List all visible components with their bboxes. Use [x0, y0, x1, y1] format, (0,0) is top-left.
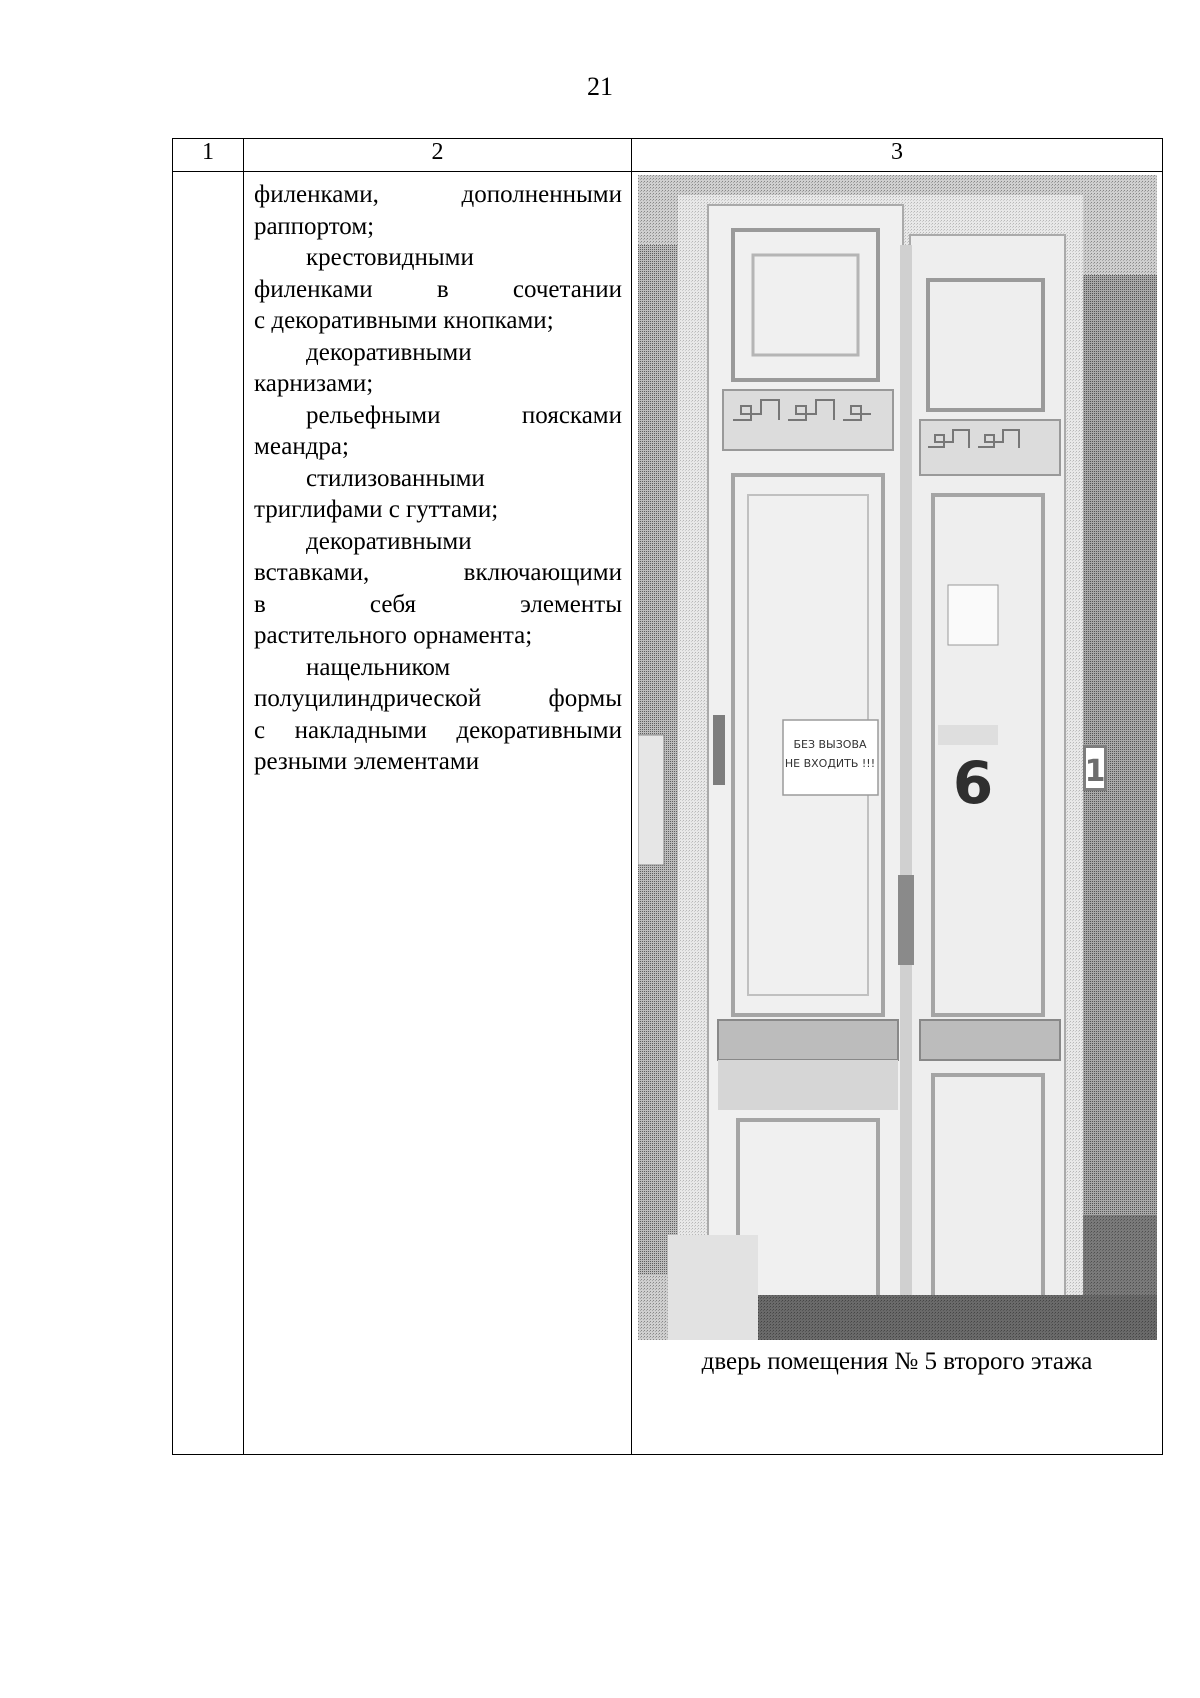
- door-sign-line-1: БЕЗ ВЫЗОВА: [793, 738, 867, 751]
- page-number: 21: [587, 72, 613, 101]
- description-line: в себя элементы: [254, 590, 622, 618]
- description-line: с накладными декоративными: [254, 716, 622, 744]
- description-line: вставками, включающими: [254, 559, 622, 586]
- description-line: декоративными: [306, 338, 472, 366]
- photo-caption: дверь помещения № 5 второго этажа: [701, 1348, 1093, 1375]
- description-line: полуцилиндрической формы: [254, 685, 622, 712]
- wall-number-sign: 1: [1084, 754, 1106, 789]
- description-line: резными элементами: [254, 748, 480, 775]
- column-header-1: 1: [173, 139, 244, 172]
- description-line: крестовидными: [306, 244, 474, 271]
- door-sign-line-2: НЕ ВХОДИТЬ !!!: [784, 757, 876, 770]
- description-line: раппортом;: [254, 212, 375, 240]
- description-text: [244, 172, 631, 778]
- description-line: растительного орнамента;: [254, 622, 533, 649]
- description-table: [172, 138, 1163, 1455]
- description-line: меандра;: [254, 433, 349, 460]
- description-line: нащельником: [306, 653, 451, 681]
- description-line: филенками в сочетании: [254, 275, 622, 303]
- description-line: карнизами;: [254, 370, 374, 397]
- description-line: триглифами с гуттами;: [254, 496, 499, 523]
- description-line: филенками, дополненными: [254, 181, 622, 208]
- description-cell: [244, 172, 632, 1455]
- empty-number-cell: [173, 172, 244, 1455]
- column-header-3: 3: [632, 139, 1163, 172]
- description-line: декоративными: [306, 527, 472, 555]
- table-header-row: [173, 139, 1163, 172]
- photo-cell: [632, 172, 1163, 1455]
- column-header-2: 2: [244, 139, 632, 172]
- door-photo: [638, 175, 1157, 1340]
- table-body-row: [173, 172, 1163, 1455]
- description-line: рельефными поясками: [306, 401, 622, 429]
- description-line: с декоративными кнопками;: [254, 307, 554, 334]
- door-number: 6: [952, 749, 994, 817]
- description-line: стилизованными: [306, 464, 485, 492]
